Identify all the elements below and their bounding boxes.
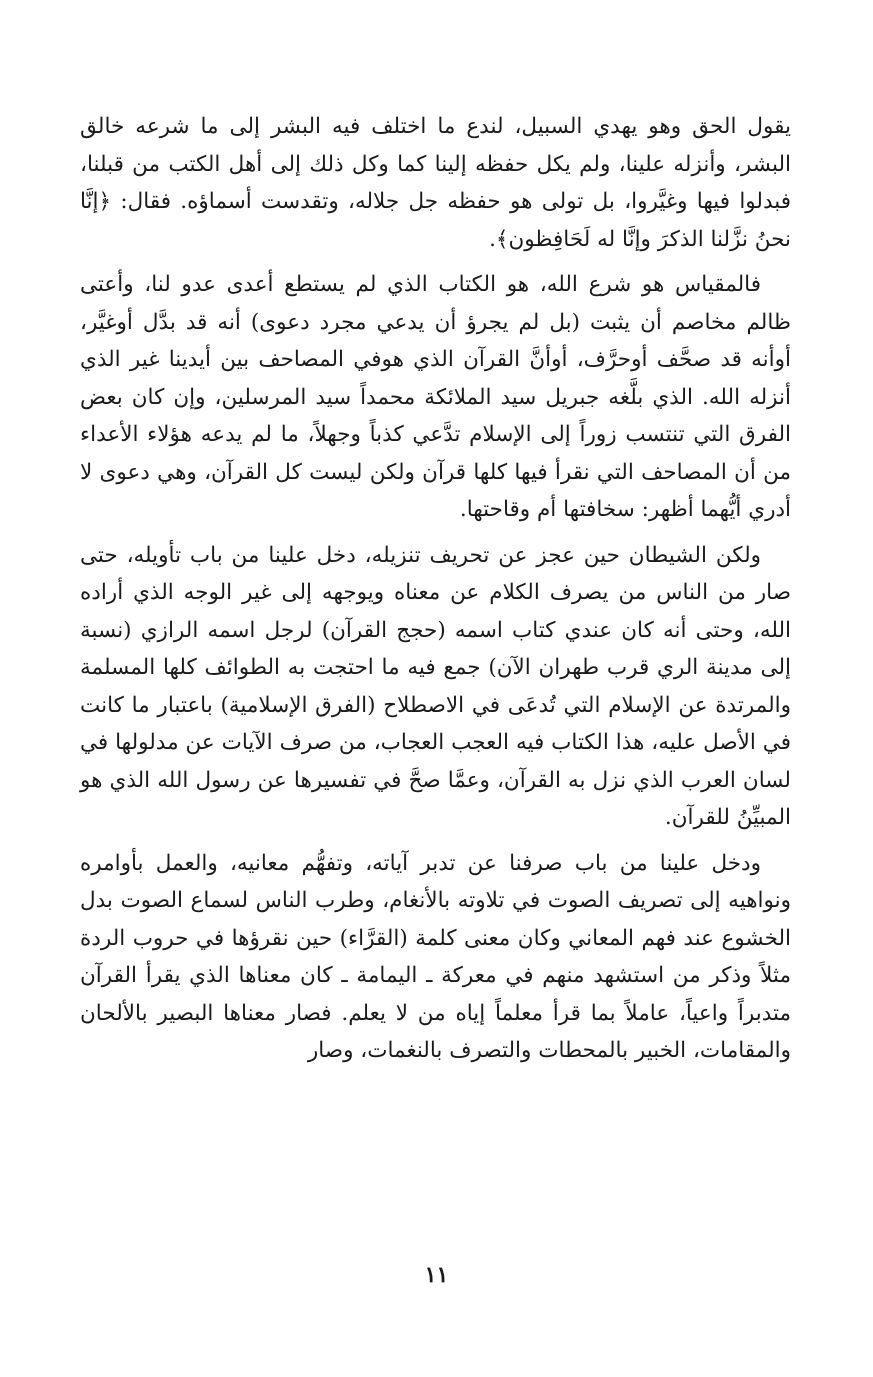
paragraph-2: فالمقياس هو شرع الله، هو الكتاب الذي لم يستطع أعدى عدو لنا، وأعتى ظالم مخاصم أن يثبت (بل لم يجرؤ أن يدعي مجرد دعوى) أنه قد بدَّل أوغيَّر، أوأنه قد صحَّف أوحرَّف، أوأنَّ القرآن الذي هوفي المصاحف بين أيدينا غير الذي أنزله الله. الذي بلَّغه جبريل سيد الملائكة محمداً سيد المرسلين، وإن كان بعض الفرق التي تنتسب زوراً إلى الإسلام تدَّعي كذباً وجهلاً، ما لم يدعه هؤلاء الأعداء من أن المصاحف التي نقرأ فيها كلها قرآن ولكن ليست كل القرآن، وهي دعوى لا أدري أيُّهما أظهر: سخافتها أم وقاحتها. [80,272,791,522]
paragraph-3: ولكن الشيطان حين عجز عن تحريف تنزيله، دخل علينا من باب تأويله، حتى صار من الناس من يصرف الكلام عن معناه ويوجهه إلى غير الوجه الذي أراده الله، وحتى أنه كان عندي كتاب اسمه (حجج القرآن) لرجل اسمه الرازي (نسبة إلى مدينة الري قرب طهران الآن) جمع فيه ما احتجت به الطوائف كلها المسلمة والمرتدة عن الإسلام التي تُدعَى في الاصطلاح (الفرق الإسلامية) باعتبار ما كانت في الأصل عليه، هذا الكتاب فيه العجب العجاب، من صرف الآيات عن مدلولها في لسان العرب الذي نزل به القرآن، وعمَّا صحَّ في تفسيرها عن رسول الله الذي هو المبيِّنُ للقرآن. [80,542,791,830]
page-body [80,108,791,1070]
paragraph-4: ودخل علينا من باب صرفنا عن تدبر آياته، وتفهُّم معانيه، والعمل بأوامره ونواهيه إلى تصريف الصوت في تلاوته بالأنغام، وطرب الناس لسماع الصوت بدل الخشوع عند فهم المعاني وكان معنى كلمة (القرَّاء) حين نقرؤها في حروب الردة مثلاً وذكر من استشهد منهم في معركة ـ اليمامة ـ كان معناها الذي يقرأ القرآن متدبراً واعياً، عاملاً بما قرأ معلماً إياه من لا يعلم. فصار معناها البصير بالألحان والمقامات، الخبير بالمحطات والتصرف بالنغمات، وصار [80,850,791,1063]
paragraph-1: يقول الحق وهو يهدي السبيل، لندع ما اختلف فيه البشر إلى ما شرعه خالق البشر، وأنزله علينا، ولم يكل حفظه إلينا كما وكل ذلك إلى أهل الكتب من قبلنا، فبدلوا فيها وغيَّروا، بل تولى هو حفظه جل جلاله، وتقدست أسماؤه. فقال: ﴿إنَّا نحنُ نزَّلنا الذكرَ وإنَّا له لَحَافِظون﴾. [80,114,791,252]
page-number: ١١ [424,1262,449,1288]
